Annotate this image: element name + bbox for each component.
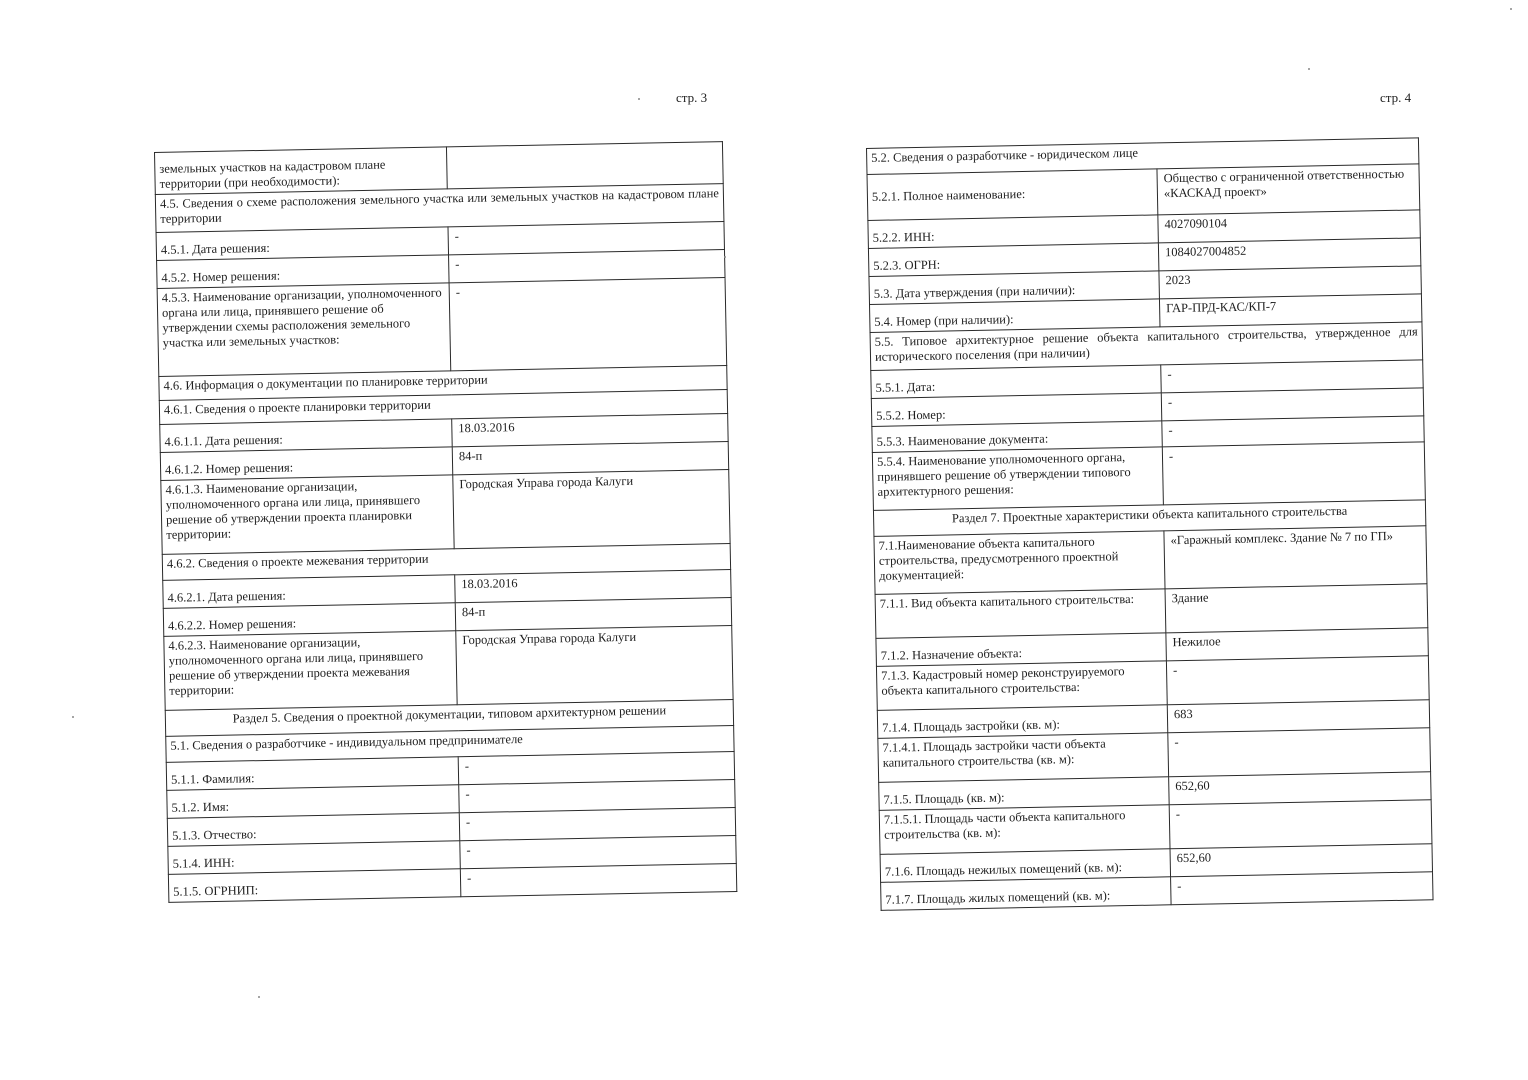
row-value — [446, 142, 723, 189]
right-page-table — [866, 137, 1434, 910]
table-row — [157, 278, 727, 377]
row-value: - — [449, 250, 725, 283]
row-value: 4027090104 — [1158, 210, 1420, 243]
row-label: 5.5.4. Наименование уполномоченного органа, принявшего решение об утверждении типового архитектурного решения: — [872, 447, 1163, 511]
row-value: 2023 — [1159, 266, 1421, 299]
row-value: - — [459, 807, 735, 840]
row-label: 7.1.4.1. Площадь застройки части объекта капитального строительства (кв. м): — [878, 733, 1169, 783]
row-label: 4.6.1.3. Наименование организации, уполномоченного органа или лица, принявшего решение об утверждении проекта планировки территории: — [161, 475, 454, 555]
table-row — [161, 470, 730, 555]
row-label: 7.1.7. Площадь жилых помещений (кв. м): — [881, 877, 1171, 911]
row-label: 4.6.2.3. Наименование организации, уполномоченного органа или лица, принявшего решение об утверждении проекта межевания территории: — [164, 631, 457, 711]
scan-speck — [1510, 8, 1512, 10]
row-heading: 5.2. Сведения о разработчике - юридическом лице — [867, 138, 1419, 175]
row-label: 7.1.Наименование объекта капитального строительства, предусмотренного проектной документацией: — [874, 531, 1165, 595]
row-value: 18.03.2016 — [455, 570, 731, 603]
row-label: 4.5.3. Наименование организации, уполномоченного органа или лица, принявшего решение об утверждении схемы расположения земельного участка или земельных участков: — [157, 283, 451, 377]
row-label: земельных участков на кадастровом плане территории (при необходимости): — [155, 147, 448, 195]
table-row — [874, 526, 1427, 595]
row-heading: 4.6.1. Сведения о проекте планировки территории — [159, 390, 727, 425]
table-row — [164, 625, 733, 710]
row-label: 5.1.2. Имя: — [167, 785, 459, 819]
row-value: - — [1162, 416, 1424, 447]
row-label: 5.3. Дата утверждения (при наличии): — [869, 271, 1159, 305]
row-label: 7.1.2. Назначение объекта: — [876, 633, 1166, 667]
scan-speck — [72, 716, 74, 718]
row-heading: 4.5. Сведения о схеме расположения земельного участка или земельных участков на кадастровом плане территории — [155, 184, 724, 233]
row-label: 5.5.2. Номер: — [871, 393, 1161, 427]
left-page-table — [154, 141, 737, 903]
row-value: Городская Управа города Калуги — [456, 625, 733, 704]
section-heading: Раздел 5. Сведения о проектной документации, типовом архитектурном решении — [165, 699, 733, 736]
row-value: 18.03.2016 — [452, 414, 728, 447]
row-label: 7.1.4. Площадь застройки (кв. м): — [877, 705, 1167, 739]
row-label: 7.1.3. Кадастровый номер реконструируемого объекта капитального строительства: — [876, 661, 1167, 711]
row-heading: 4.6. Информация о документации по планировке территории — [159, 366, 727, 401]
row-heading: 4.6.2. Сведения о проекте межевания территории — [162, 544, 730, 581]
row-value: 652,60 — [1169, 772, 1431, 805]
row-value: Нежилое — [1166, 628, 1428, 661]
row-value: 84-п — [452, 442, 728, 475]
row-value: - — [460, 863, 736, 896]
row-heading: 5.5. Типовое архитектурное решение объекта капитального строительства, утвержденное для исторического поселения (при наличии) — [870, 322, 1423, 371]
row-label: 5.5.3. Наименование документа: — [872, 421, 1162, 453]
page-number-right: стр. 4 — [1380, 90, 1412, 105]
row-value: Здание — [1165, 584, 1428, 633]
scan-speck — [258, 996, 260, 998]
row-value: - — [1162, 442, 1425, 505]
section-heading: Раздел 7. Проектные характеристики объекта капитального строительства — [873, 500, 1425, 537]
row-value: 84-п — [455, 598, 731, 631]
row-label: 5.1.1. Фамилия: — [166, 757, 458, 791]
row-value: Городская Управа города Калуги — [453, 470, 730, 549]
row-value: - — [459, 779, 735, 812]
row-value: 1084027004852 — [1158, 238, 1420, 271]
row-heading: 5.1. Сведения о разработчике - индивидуальном предпринимателе — [166, 725, 734, 762]
row-value: - — [1169, 800, 1432, 849]
row-value: 652,60 — [1170, 844, 1432, 877]
row-label: 7.1.6. Площадь нежилых помещений (кв. м): — [880, 849, 1170, 883]
row-label: 4.6.1.2. Номер решения: — [160, 447, 452, 481]
scan-speck — [1308, 68, 1310, 70]
row-label: 4.5.2. Номер решения: — [157, 255, 449, 289]
row-value: - — [458, 751, 734, 784]
row-label: 4.6.1.1. Дата решения: — [160, 419, 452, 453]
row-label: 5.2.1. Полное наименование: — [867, 169, 1158, 221]
table-row — [872, 442, 1425, 511]
page-number-left: стр. 3 — [676, 90, 708, 105]
row-value: - — [460, 835, 736, 868]
row-value: 683 — [1167, 700, 1429, 733]
row-value: - — [1171, 872, 1433, 905]
row-label: 4.6.2.2. Номер решения: — [163, 603, 455, 637]
scan-speck — [638, 98, 640, 100]
row-label: 5.5.1. Дата: — [871, 365, 1161, 399]
row-value: Общество с ограниченной ответственностью «КАСКАД проект» — [1157, 164, 1420, 215]
row-value: - — [449, 278, 727, 371]
row-value: - — [1168, 728, 1431, 777]
row-label: 5.1.4. ИНН: — [168, 841, 460, 875]
row-value: - — [1166, 656, 1429, 705]
row-label: 7.1.1. Вид объекта капитального строительства: — [875, 589, 1166, 639]
row-label: 4.5.1. Дата решения: — [156, 227, 448, 261]
row-label: 5.2.2. ИНН: — [868, 215, 1158, 249]
row-label: 5.1.3. Отчество: — [167, 813, 459, 847]
row-label: 5.1.5. ОГРНИП: — [168, 869, 460, 903]
row-label: 5.4. Номер (при наличии): — [870, 299, 1160, 333]
row-value: - — [448, 222, 724, 255]
row-label: 4.6.2.1. Дата решения: — [163, 575, 455, 609]
row-value: - — [1161, 388, 1423, 421]
row-label: 5.2.3. ОГРН: — [868, 243, 1158, 277]
row-value: - — [1161, 360, 1423, 393]
row-value: ГАР-ПРД-КАС/КП-7 — [1159, 294, 1421, 327]
scan-speck — [724, 256, 726, 258]
row-label: 7.1.5. Площадь (кв. м): — [879, 777, 1169, 811]
row-label: 7.1.5.1. Площадь части объекта капитального строительства (кв. м): — [879, 805, 1170, 855]
row-value: «Гаражный комплекс. Здание № 7 по ГП» — [1164, 526, 1427, 589]
